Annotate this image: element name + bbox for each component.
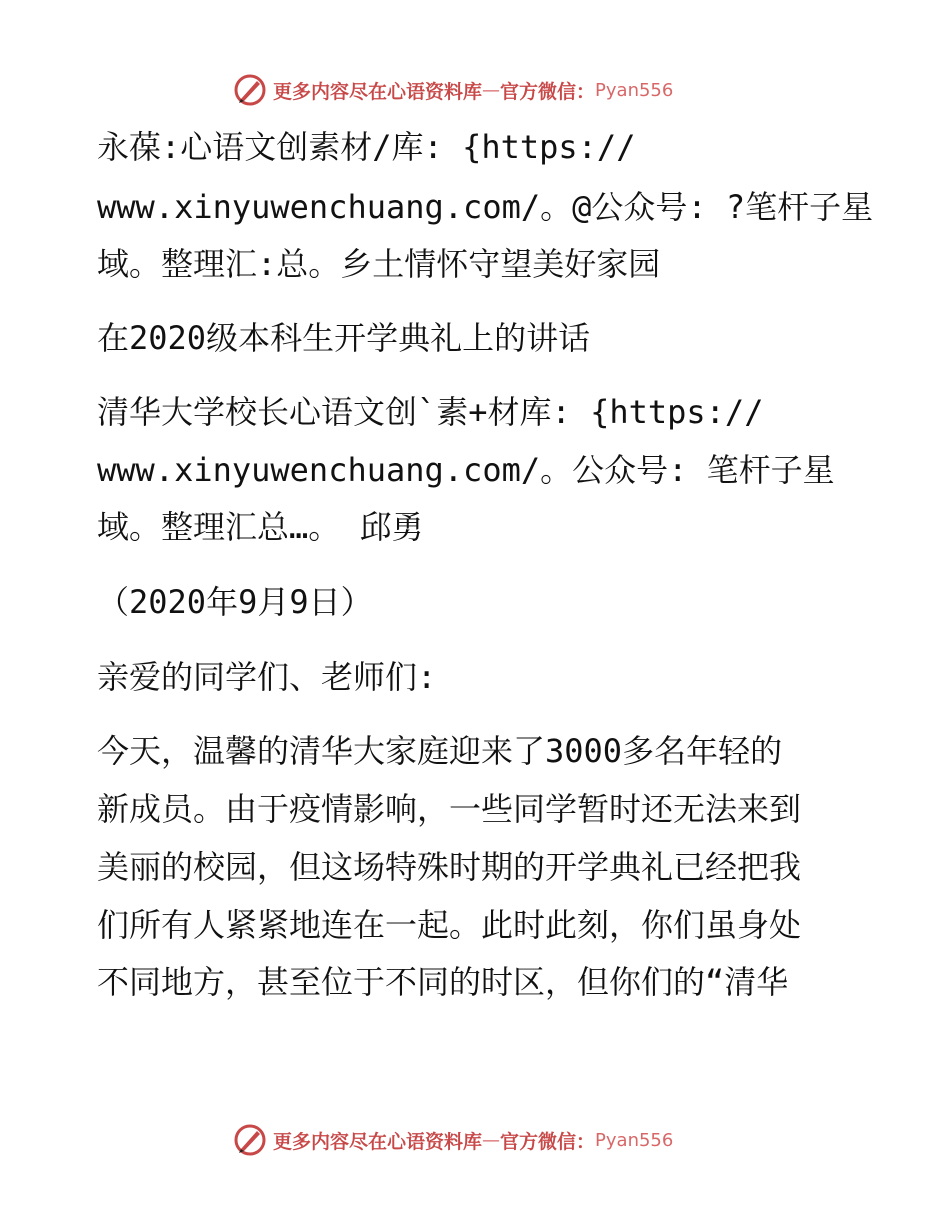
text-line: （2020年9月9日） xyxy=(97,583,373,621)
text-line: 域。整理汇总…。 邱勇 xyxy=(97,508,424,546)
text-line: 域。整理汇:总。乡土情怀守望美好家园 xyxy=(97,245,661,283)
text-line: 新成员。由于疫情影响，一些同学暂时还无法来到 xyxy=(97,790,802,828)
text-line: 在2020级本科生开学典礼上的讲话 xyxy=(97,319,591,357)
pen-logo-icon xyxy=(233,73,267,107)
watermark-text: 更多内容尽在心语资料库 xyxy=(273,1130,483,1153)
watermark-wechat-id: Pyan556 xyxy=(595,1129,674,1151)
watermark-wechat-label: 官方微信： xyxy=(500,80,596,103)
watermark-separator: — xyxy=(482,1129,501,1151)
text-line: www.xinyuwenchuang.com/。@公众号: ?笔杆子星 xyxy=(97,188,874,226)
watermark-wechat-id: Pyan556 xyxy=(595,79,674,101)
text-line: 永葆:心语文创素材/库: {https:// xyxy=(97,128,636,166)
watermark-text: 更多内容尽在心语资料库 xyxy=(273,80,483,103)
text-line: 清华大学校长心语文创`素+材库: {https:// xyxy=(97,393,764,431)
text-line: 不同地方，甚至位于不同的时区，但你们的“清华 xyxy=(97,963,789,1001)
text-line: 今天，温馨的清华大家庭迎来了3000多名年轻的 xyxy=(97,732,783,770)
text-line: 亲爱的同学们、老师们: xyxy=(97,658,437,696)
text-line: 美丽的校园，但这场特殊时期的开学典礼已经把我 xyxy=(97,848,802,886)
text-line: www.xinyuwenchuang.com/。公众号: 笔杆子星 xyxy=(97,451,835,489)
watermark-header xyxy=(233,70,673,110)
text-line: 们所有人紧紧地连在一起。此时此刻，你们虽身处 xyxy=(97,906,802,944)
watermark-wechat-label: 官方微信： xyxy=(500,1130,596,1153)
watermark-separator: — xyxy=(482,79,501,101)
pen-logo-icon xyxy=(233,1123,267,1157)
watermark-footer xyxy=(233,1120,673,1160)
